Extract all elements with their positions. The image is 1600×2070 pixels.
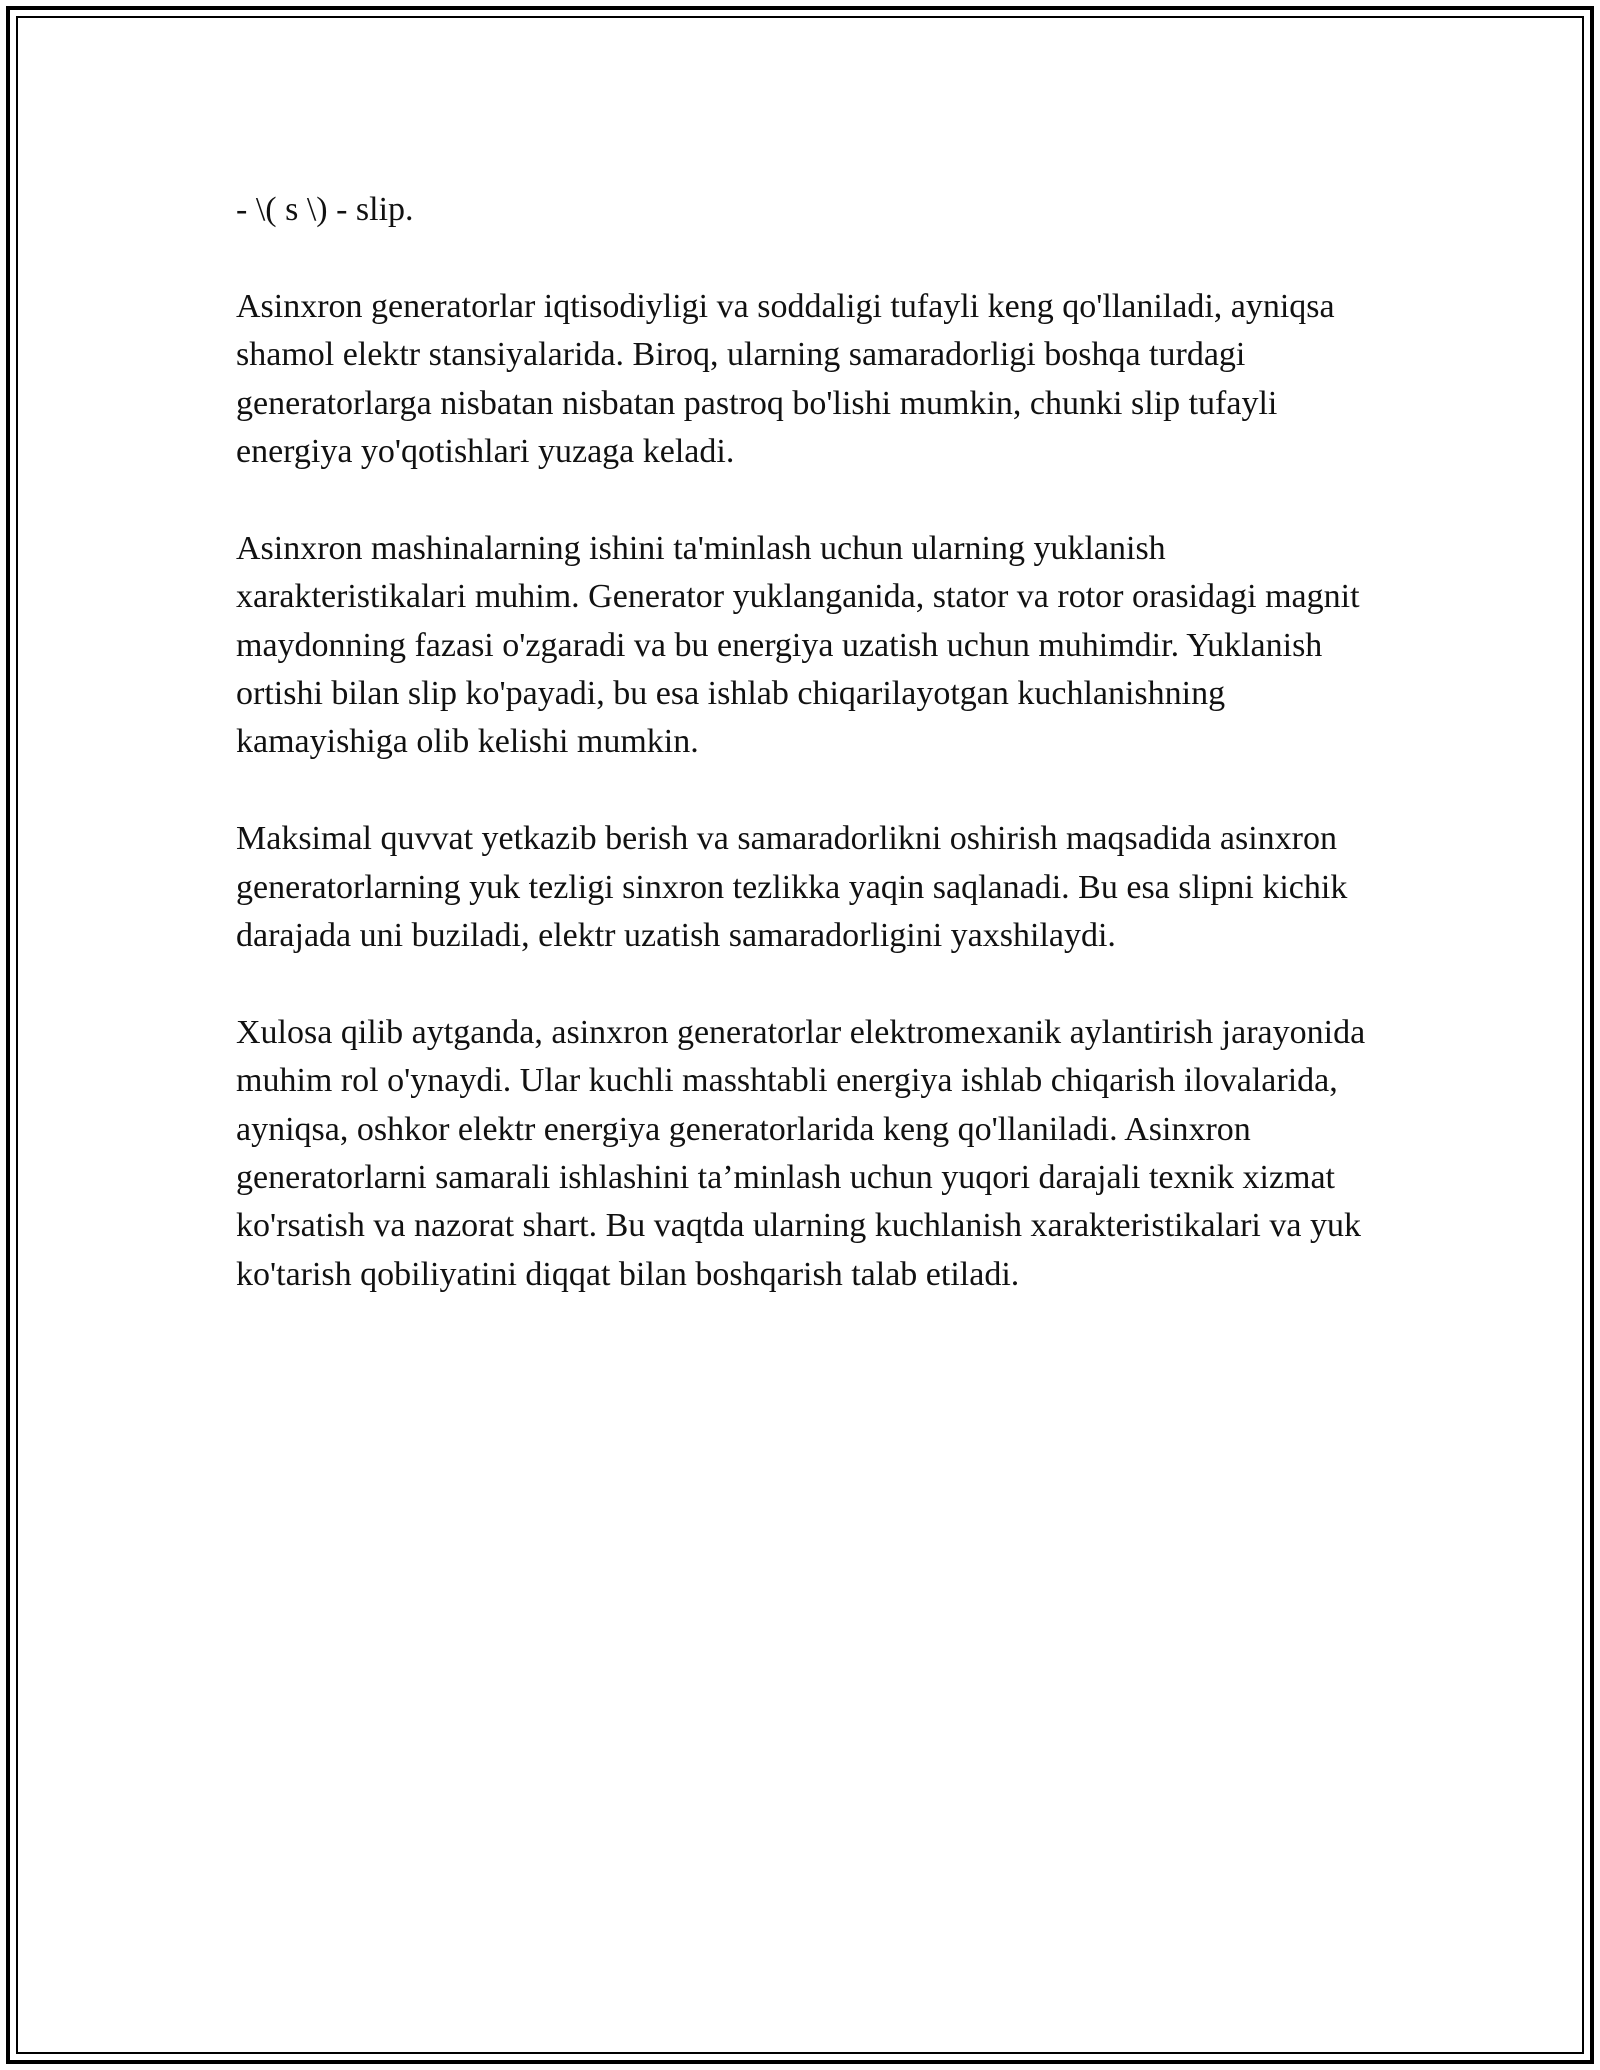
paragraph-maximal-power: Maksimal quvvat yetkazib berish va samaradorlikni oshirish maqsadida asinxron generatorlarning yuk tezligi sinxron tezlikka yaqin saqlanadi. Bu esa slipni kichik darajada uni buziladi, elektr uzatish samaradorligini yaxshilaydi. [236, 820, 1348, 955]
paragraph-wind-generators: Asinxron generatorlar iqtisodiyligi va soddaligi tufayli keng qo'llaniladi, ayniqsa shamol elektr stansiyalarida. Biroq, ularning samaradorligi boshqa turdagi generatorlarga nisbatan nisbatan pastroq bo'lishi mumkin, chunki slip tufayli energiya yo'qotishlari yuzaga keladi. [236, 287, 1335, 471]
paragraph-conclusion: Xulosa qilib aytganda, asinxron generatorlar elektromexanik aylantirish jarayonida muhim rol o'ynaydi. Ular kuchli masshtabli energiya ishlab chiqarish ilovalarida, ayniqsa, oshkor elektr energiya generatorlarida keng qo'llaniladi. Asinxron generatorlarni samarali ishlashini ta’minlash uchun yuqori darajali texnik xizmat ko'rsatish va nazorat shart. Bu vaqtda ularning kuchlanish xarakteristikalari va yuk ko'tarish qobiliyatini diqqat bilan boshqarish talab etiladi. [236, 1013, 1366, 1293]
paragraph-load-characteristics: Asinxron mashinalarning ishini ta'minlash uchun ularning yuklanish xarakteristikalari muhim. Generator yuklanganida, stator va rotor orasidagi magnit maydonning fazasi o'zgaradi va bu energiya uzatish uchun muhimdir. Yuklanish ortishi bilan slip ko'payadi, bu esa ishlab chiqarilayotgan kuchlanishning kamayishiga olib kelishi mumkin. [236, 529, 1360, 761]
paragraph-slip-definition: - \( s \) - slip. [236, 191, 414, 228]
document-body [236, 186, 1386, 1299]
